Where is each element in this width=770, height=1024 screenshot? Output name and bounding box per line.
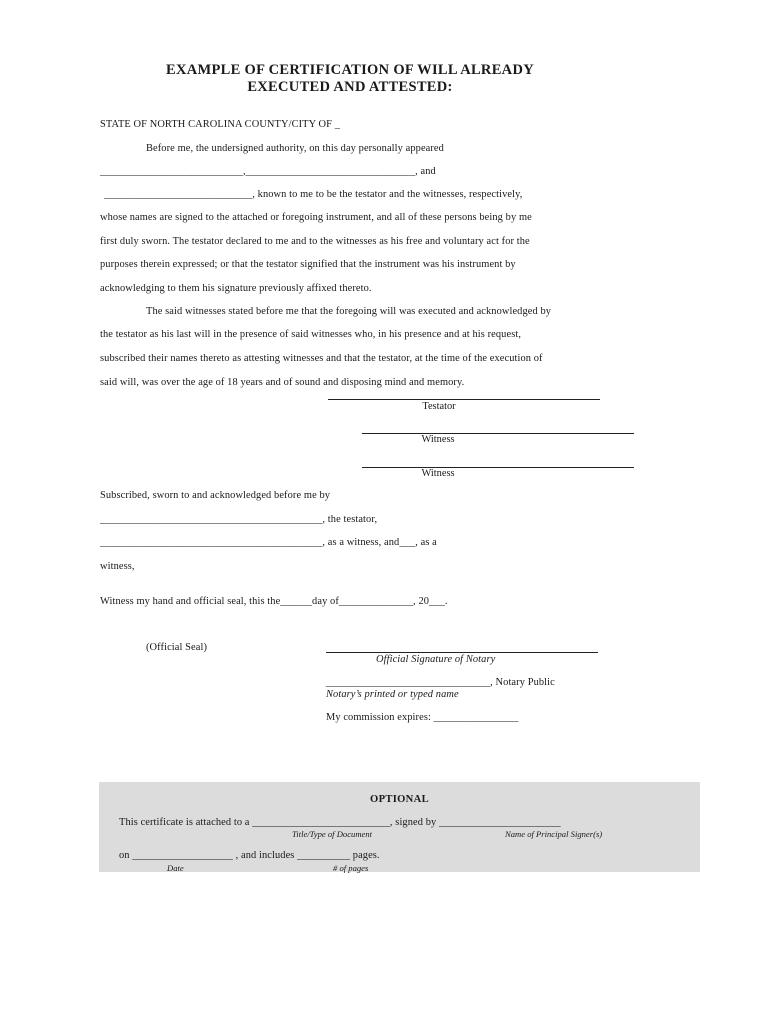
- notary-signature-line: [326, 652, 598, 653]
- state-county-line: STATE OF NORTH CAROLINA COUNTY/CITY OF _: [100, 119, 340, 130]
- p1-line6: purposes therein expressed; or that the testator signified that the instrument was his instrument by: [100, 259, 516, 270]
- notary-printed-caption: Notary’s printed or typed name: [326, 689, 459, 700]
- testator-signature-line: [328, 399, 600, 400]
- optional-date-pages-line: on ___________________ , and includes __________ pages.: [119, 850, 380, 861]
- p1-line3: ____________________________, known to me to be the testator and the witnesses, respectively,: [104, 189, 523, 200]
- witness-hand-line: Witness my hand and official seal, this the______day of______________, 20___.: [100, 596, 448, 607]
- p1-line7: acknowledging to them his signature previously affixed thereto.: [100, 283, 372, 294]
- caption-title-type: Title/Type of Document: [292, 829, 373, 839]
- witness2-label: Witness: [421, 468, 455, 479]
- subscribed-line1: Subscribed, sworn to and acknowledged before me by: [100, 490, 331, 501]
- caption-principal-signer: Name of Principal Signer(s): [505, 829, 603, 839]
- subscribed-line2: __________________________________________, the testator,: [100, 514, 378, 525]
- p1-line2: ___________________________,________________________________, and: [100, 166, 436, 177]
- subscribed-line3: __________________________________________, as a witness, and___, as a: [100, 537, 437, 548]
- p2-line4: said will, was over the age of 18 years and of sound and disposing mind and memory.: [100, 377, 465, 388]
- testator-label: Testator: [422, 401, 456, 412]
- p2-line1: The said witnesses stated before me that the foregoing will was executed and acknowledged by: [146, 306, 552, 317]
- p1-line5: first duly sworn. The testator declared to me and to the witnesses as his free and voluntary act for the: [100, 236, 530, 247]
- optional-attached-line: This certificate is attached to a __________________________, signed by _______________________: [119, 817, 561, 828]
- p1-line1: Before me, the undersigned authority, on this day personally appeared: [146, 143, 444, 154]
- subscribed-line4: witness,: [100, 561, 135, 572]
- p1-line4: whose names are signed to the attached or foregoing instrument, and all of these persons being by me: [100, 212, 532, 223]
- p2-line2: the testator as his last will in the presence of said witnesses who, in his presence and at his request,: [100, 329, 522, 340]
- notary-printed-line: _______________________________, Notary Public: [326, 677, 555, 688]
- caption-num-pages: # of pages: [333, 863, 369, 873]
- p2-line3: subscribed their names thereto as attesting witnesses and that the testator, at the time of the execution of: [100, 353, 543, 364]
- official-seal-label: (Official Seal): [146, 642, 208, 653]
- commission-expires-line: My commission expires: ________________: [326, 712, 519, 723]
- witness1-label: Witness: [421, 434, 455, 445]
- optional-heading: OPTIONAL: [370, 794, 429, 805]
- caption-date: Date: [167, 863, 184, 873]
- notary-signature-caption: Official Signature of Notary: [376, 654, 496, 665]
- document-title-line1: EXAMPLE OF CERTIFICATION OF WILL ALREADY: [166, 62, 534, 78]
- document-title-line2: EXECUTED AND ATTESTED:: [247, 79, 453, 95]
